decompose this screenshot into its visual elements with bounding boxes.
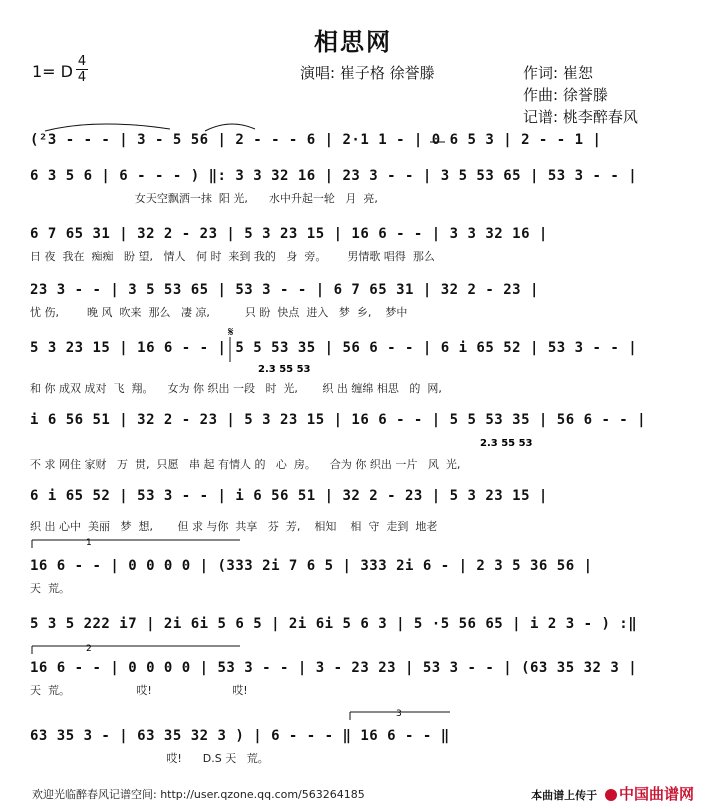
footer-upload-label: 本曲谱上传于 [531,789,598,802]
volta-1-number: 1 [86,538,92,548]
lyrics-line: 女天空飘洒一抹 阳 光, 水中升起一轮 月 亮, [30,192,378,205]
lyricist-credit: 作词: 崔恕 [523,64,593,82]
footer-upload-site[interactable] [531,783,694,804]
score-row-3 [30,226,670,270]
volta-2-number: 2 [86,644,92,654]
composer-credit: 作曲: 徐誉滕 [523,86,608,104]
volta-3-number: 3 [396,709,402,719]
time-signature [76,55,88,84]
grace-notes: 2.3 55 53 [258,364,311,375]
notes-line: (²3 - - - | 3 - 5 56 | 2 - - - 6 | 2·1 1 - | 0 6 5 3 | 2 - - 1 | [30,132,602,148]
singers-credit: 演唱: 崔子格 徐誉滕 [300,64,435,82]
transcriber-credit: 记谱: 桃李醉春风 [523,108,638,126]
notes-line: 5 3 23 15 | 16 6 - - | 5 5 53 35 | 56 6 - - | 6 i 65 52 | 53 3 - - | [30,340,638,356]
logo-icon [605,789,617,801]
lyrics-line: 织 出 心中 美丽 梦 想, 但 求 与你 共享 芬 芳, 相知 相 守 走到 地老 [30,520,438,533]
logo-text: 中国曲谱网 [618,785,694,803]
time-sig-top: 4 [77,54,87,69]
lyrics-line: 不 求 网住 家财 万 贯, 只愿 串 起 有情人 的 心 房。 合为 你 织出 一片 风 光, [30,458,461,471]
notes-line: 5 3 5 222 i7 | 2i 6i 5 6 5 | 2i 6i 5 6 3 | 5 ·5 56 65 | i 2 3 - ) :‖ [30,616,638,632]
notes-line: 16 6 - - | 0 0 0 0 | (333 2i 7 6 5 | 333 2i 6 - | 2 3 5 36 56 | [30,558,593,574]
score-row-10 [30,660,670,704]
score-row-4 [30,282,670,326]
time-sig-bottom: 4 [77,70,87,85]
notes-line: 6 3 5 6 | 6 - - - ) ‖: 3 3 32 16 | 23 3 - - | 3 5 53 65 | 53 3 - - | [30,168,638,184]
score-row-2 [30,168,670,212]
slur-mark [205,124,255,131]
site-logo [605,783,694,804]
slur-mark [45,124,170,131]
notes-line: i 6 56 51 | 32 2 - 23 | 5 3 23 15 | 16 6 - - | 5 5 53 35 | 56 6 - - | [30,412,647,428]
score-row-8 [30,558,670,602]
lyrics-line: 和 你 成双 成对 飞 翔。 女为 你 织出 一段 时 光, 织 出 缠绵 相思 的 网, [30,382,442,395]
lyrics-line: 日 夜 我在 痴痴 盼 望, 情人 何 时 来到 我的 身 旁。 男情歌 唱得 那么 [30,250,435,263]
score-row-5 [30,340,670,395]
lyrics-line [30,638,670,656]
notes-line: 6 i 65 52 | 53 3 - - | i 6 56 51 | 32 2 - 23 | 5 3 23 15 | [30,488,548,504]
score-row-9 [30,616,670,660]
score-row-6 [30,412,670,471]
key-signature: 1= D [32,62,73,81]
grace-notes: 2.3 55 53 [480,438,533,449]
footer-transcriber-link[interactable]: 欢迎光临醉春风记谱空间: http://user.qzone.qq.com/563264185 [32,788,365,801]
lyrics-line: 忧 伤, 晚 风 吹来 那么 凄 凉, 只 盼 快点 进入 梦 乡, 梦中 [30,306,408,319]
lyrics-line: 哎! D.S 天 荒。 [30,752,269,765]
score-row-11 [30,728,670,772]
notes-line: 23 3 - - | 3 5 53 65 | 53 3 - - | 6 7 65 31 | 32 2 - 23 | [30,282,539,298]
lyrics-line: 天 荒。 哎! 哎! [30,684,248,697]
notes-line: 63 35 3 - | 63 35 32 3 ) | 6 - - - ‖ 16 6 - - ‖ [30,728,450,744]
notes-line: 6 7 65 31 | 32 2 - 23 | 5 3 23 15 | 16 6 - - | 3 3 32 16 | [30,226,548,242]
song-title: 相思网 [314,28,392,56]
lyrics-line: 天 荒。 [30,582,70,595]
score-row-7 [30,488,670,532]
notes-line: 16 6 - - | 0 0 0 0 | 53 3 - - | 3 - 23 23 | 53 3 - - | (63 35 32 3 | [30,660,638,676]
segno-sign: 𝄋 [228,325,234,340]
